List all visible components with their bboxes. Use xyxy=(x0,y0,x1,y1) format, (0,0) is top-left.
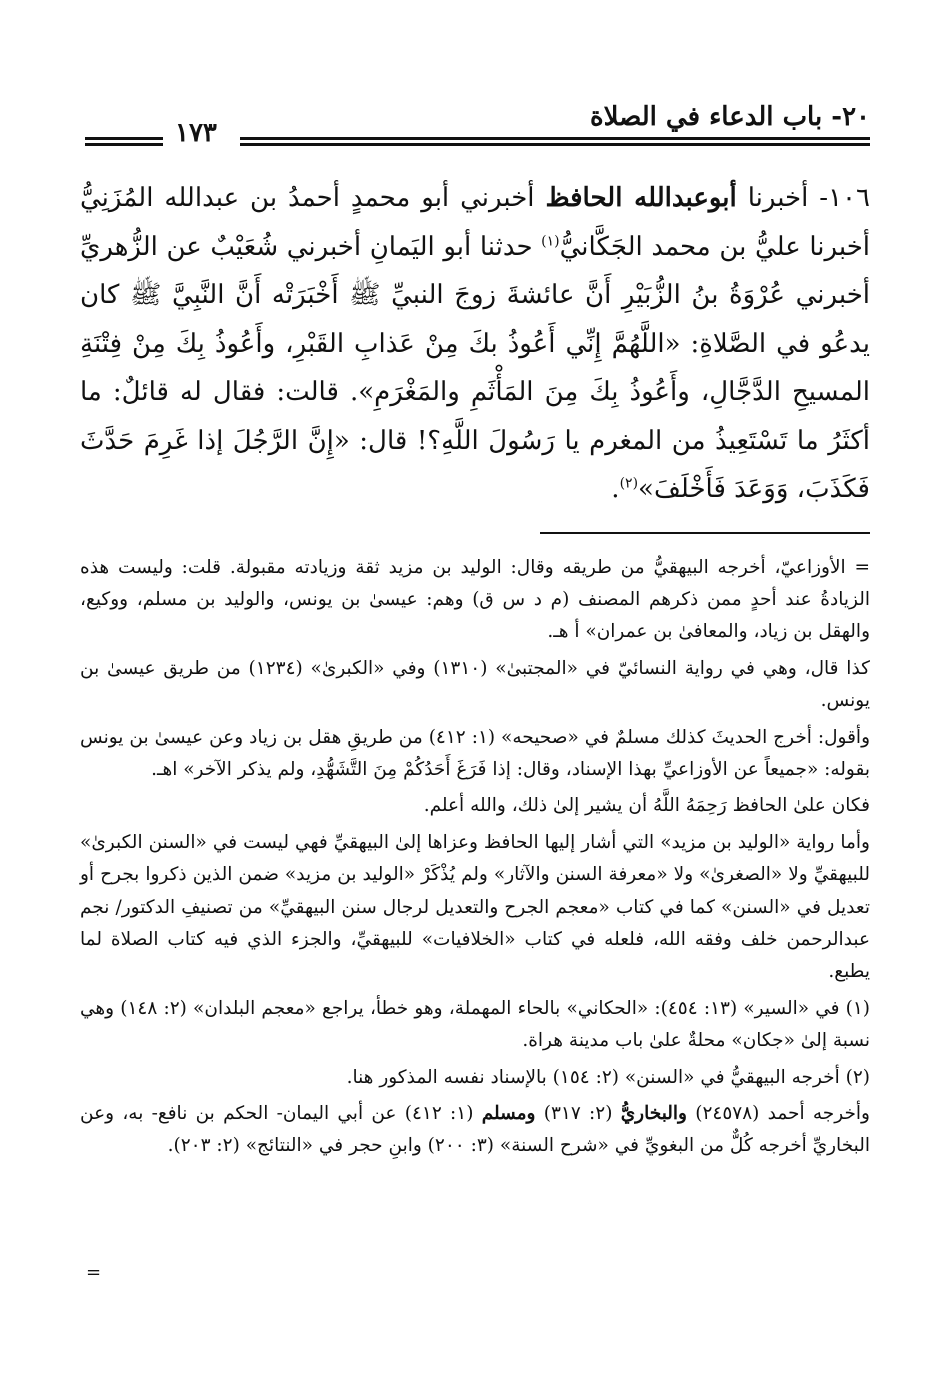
note-paragraph: فكان علىٰ الحافظ رَحِمَهُ اللَّهُ أن يشير إلىٰ ذلك، والله أعلم. xyxy=(423,795,870,817)
hadith-text-part: . xyxy=(611,474,620,504)
page-header xyxy=(80,100,870,160)
hadith-text xyxy=(80,174,870,514)
note-text-part: (١: ٤١٢) عن أبي اليمان- الحكم بن نافع- به، وعن البخاريِّ أخرجه كُلٌّ من البغويِّ في «شرح السنة» (٣: ٢٠٠) وابنِ حجر في «النتائج» (٢: ٢٠٣). xyxy=(80,1103,870,1157)
note-bold-source: ومسلم xyxy=(481,1103,536,1124)
note-paragraph: كذا قال، وهي في رواية النسائيّ في «المجتبىٰ» (١٣١٠) وفي «الكبرىٰ» (١٢٣٤) من طريق عيسىٰ بن يونس. xyxy=(80,657,870,712)
header-rule-short xyxy=(85,137,163,145)
book-page xyxy=(80,100,870,1167)
note-text-part: وأخرجه أحمد (٢٤٥٧٨) xyxy=(687,1103,870,1124)
header-rule-long xyxy=(240,137,870,145)
note-text-part: (٢: ٣١٧) xyxy=(535,1103,621,1124)
note-paragraph: وأقول: أخرج الحديثَ كذلك مسلمٌ في «صحيحه» (١: ٤١٢) من طريقِ هقل بن زياد وعن عيسىٰ بن يونس بقوله: «جميعاً عن الأوزاعيِّ بهذا الإسناد، وقال: إذا فَرَغَ أَحَدُكُمْ مِنَ التَّشَهُّدِ، ولم يذكر الآخر» اهـ. xyxy=(80,726,870,780)
footnote-2-continued xyxy=(80,1098,870,1163)
hadith-number: ١٠٦- xyxy=(808,183,870,213)
footnote-1: (١) في «السير» (١٣: ٤٥٤): «الحكاني» بالحاء المهملة، وهو خطأ، يراجع «معجم البلدان» (٢: ١٤٨) وهي نسبة إلىٰ «جكان» محلةٌ علىٰ باب مدينة هراة. xyxy=(80,997,870,1052)
chapter-title: ٢٠- باب الدعاء في الصلاة xyxy=(590,102,870,132)
hadith-text-part: أخبرنا xyxy=(736,183,809,213)
hadith-narrator-bold: أبوعبدالله الحافظ xyxy=(545,183,737,213)
note-continued: = الأوزاعيّ، أخرجه البيهقيُّ من طريقه وقال: الوليد بن مزيد ثقة وزيادته مقبولة. قلت: وليست هذه الزيادةُ عند أحدٍ ممن ذكرهم المصنف (م د س ق) وهم: عيسىٰ بن يونس، والوليد بن مسلم، ووكيع، والهقل بن زياد، والمعافىٰ بن عمران» أ هـ. xyxy=(80,556,870,643)
page-number: ١٧٣ xyxy=(175,118,217,148)
hadith-text-part: أخبرني أبو محمدٍ أحمدُ بن عبدالله المُزَنِيُّ أخبرنا عليُّ بن محمد الجَكَّانيُّ xyxy=(80,183,870,262)
note-bold-source: والبخاريُّ xyxy=(620,1103,687,1124)
hadith-text-part: حدثنا أبو اليَمانِ أخبرني شُعَيْبٌ عن الزُّهريِّ أخبرني عُرْوَةُ بنُ الزُّبَيْرِ أَنَّ عائشةَ زوجَ النبيِّ ﷺ أَخْبَرَتْه أَنَّ النَّبِيَّ ﷺ كان يدعُو في الصَّلاةِ: «اللَّهُمَّ إِنِّي أَعُوذُ بكَ مِنْ عَذابِ القَبْرِ، وأَعُوذُ بِكَ مِنْ فِتْنَةِ المسيحِ الدَّجَّالِ، وأَعُوذُ بِكَ مِنَ المَأْثَمِ والمَغْرَمِ». قالت: فقال له قائلٌ: ما أكثَرُ ما تَسْتَعِيذُ من المغرم يا رَسُولَ اللَّهِ؟! قال: «إِنَّ الرَّجُلَ إذا غَرِمَ حَدَّثَ فَكَذَبَ، وَوَعَدَ فَأَخْلَفَ» xyxy=(80,231,870,504)
footnote-ref-1[interactable]: (١) xyxy=(541,232,560,249)
footnote-divider xyxy=(540,532,870,534)
note-paragraph: وأما رواية «الوليد بن مزيد» التي أشار إليها الحافظ وعزاها إلىٰ البيهقيِّ فهي ليست في «السنن الكبرىٰ» للبيهقيِّ ولا «الصغرىٰ» ولا «معرفة السنن والآثار» ولم يُذْكَرْ «الوليد بن مزيد» ضمن الذين ذكروا بجرح أو تعديل في «السنن» كما في كتاب «معجم الجرح والتعديل لرجال سنن البيهقيِّ» من تصنيفِ الدكتور/ نجم عبدالرحمن خلف وفقه الله، فلعله في كتاب «الخلافيات» للبيهقيِّ، والجزء الذي فيه كتاب الصلاة لما يطبع. xyxy=(80,831,870,983)
footnotes xyxy=(80,552,870,1163)
footnote-ref-2[interactable]: (٢) xyxy=(619,475,639,492)
footnote-2: (٢) أخرجه البيهقيُّ في «السنن» (٢: ١٥٤) بالإسناد نفسه المذكور هنا. xyxy=(346,1066,870,1088)
continuation-mark: = xyxy=(86,1262,102,1283)
